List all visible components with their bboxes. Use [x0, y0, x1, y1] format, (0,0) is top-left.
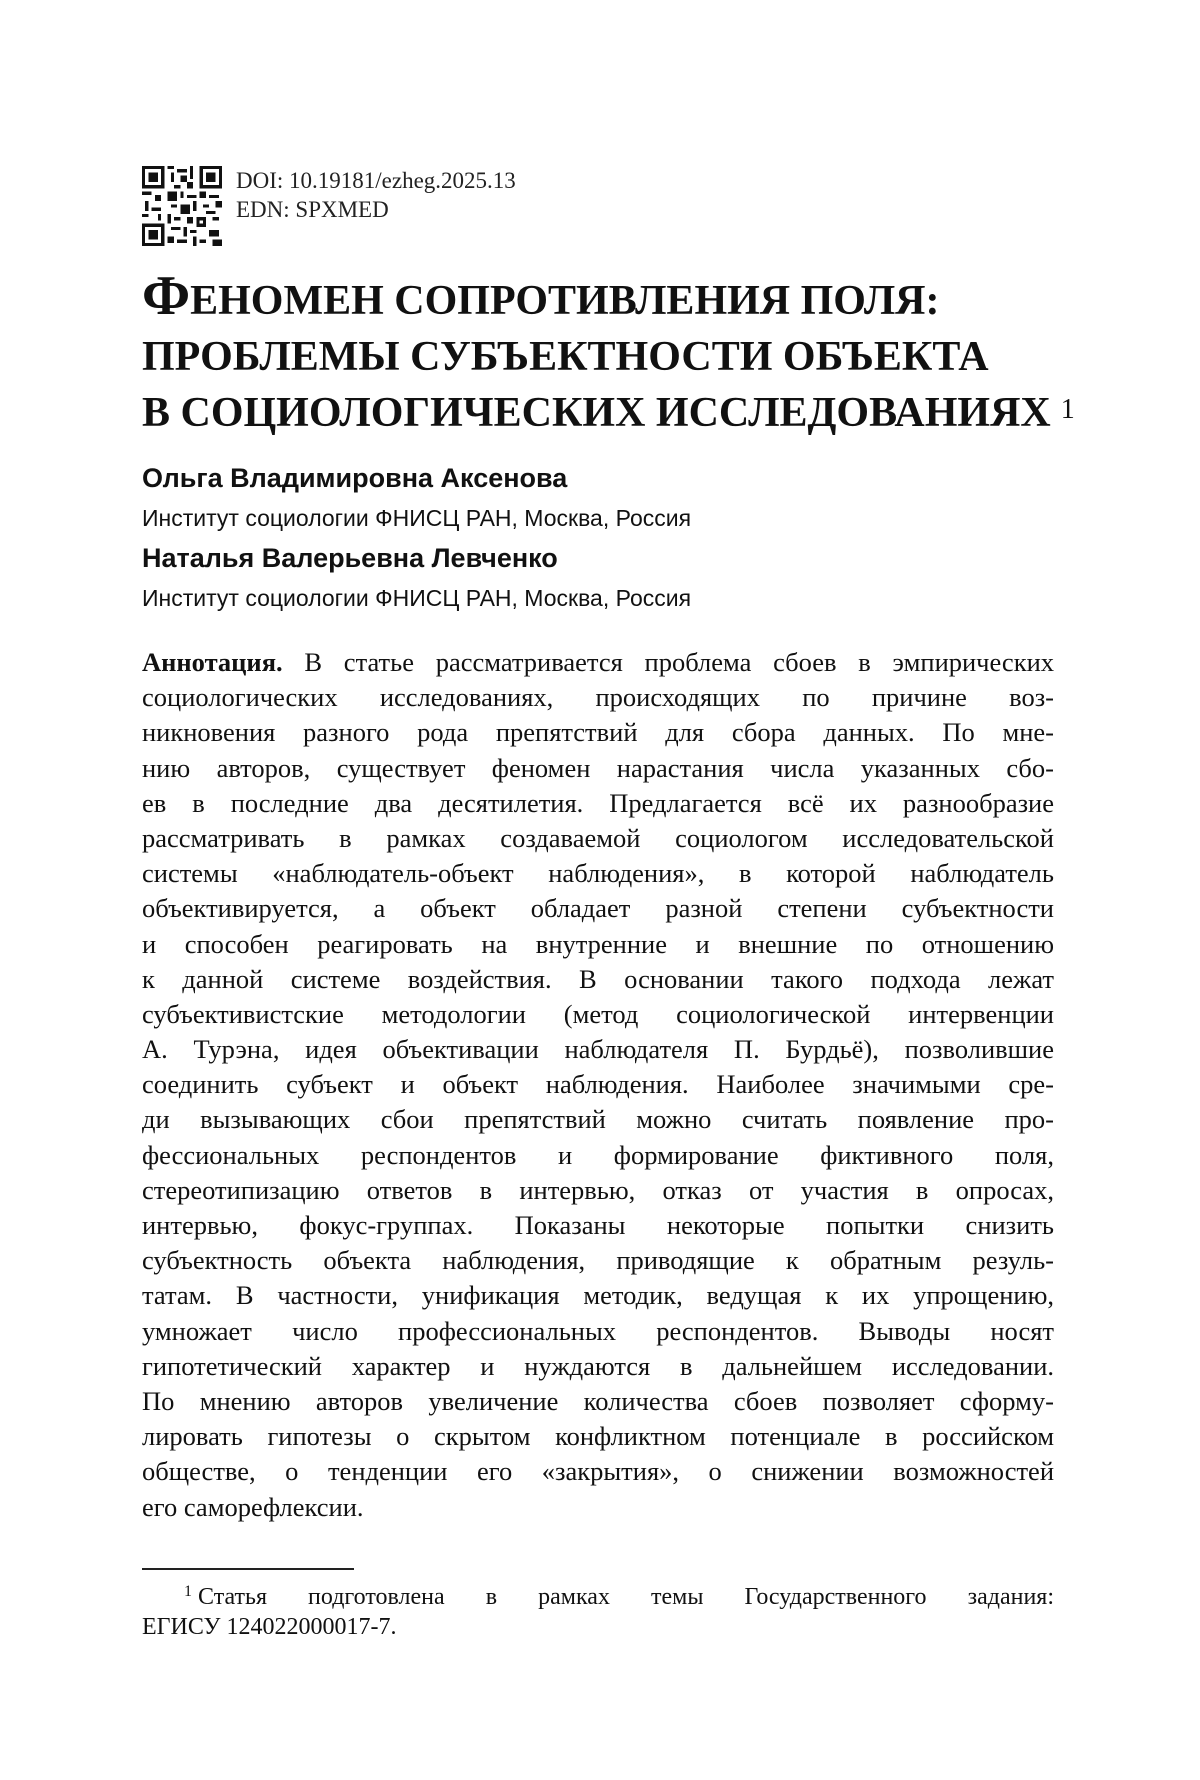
abstract-line: его саморефлексии. — [142, 1491, 364, 1522]
author-affiliation: Институт социологии ФНИСЦ РАН, Москва, Россия — [142, 505, 692, 531]
title-line-3-text: В СОЦИОЛОГИЧЕСКИХ ИССЛЕДОВАНИЯХ — [142, 390, 1051, 436]
article-title — [142, 265, 1082, 446]
footnote-line — [142, 1582, 1054, 1612]
abstract-line: никновения разного рода препятствий для сбора данных. По мне- — [142, 717, 1054, 748]
abstract-label: Аннотация. — [142, 647, 283, 677]
abstract-line: рассматривать в рамках создаваемой социологом исследовательской — [142, 822, 1054, 853]
abstract-line: фессиональных респондентов и формирование фиктивного поля, — [142, 1139, 1054, 1170]
abstract-line: к данной системе воздействия. В основании такого подхода лежат — [142, 963, 1054, 994]
abstract-line: стереотипизацию ответов в интервью, отказ от участия в опросах, — [142, 1174, 1054, 1205]
abstract-line: гипотетический характер и нуждаются в дальнейшем исследовании. — [142, 1350, 1054, 1381]
article-identifiers — [142, 166, 516, 246]
abstract-line: По мнению авторов увеличение количества сбоев позволяет сформу- — [142, 1385, 1054, 1416]
qr-code-icon — [142, 166, 222, 246]
abstract-line: субъектность объекта наблюдения, приводящие к обратным резуль- — [142, 1245, 1054, 1276]
author-name: Ольга Владимировна Аксенова — [142, 463, 568, 493]
abstract-line: объективируется, а объект обладает разной степени субъектности — [142, 893, 1054, 924]
abstract-line: А. Турэна, идея объективации наблюдателя П. Бурдьё), позволившие — [142, 1034, 1054, 1065]
abstract-line: и способен реагировать на внутренние и внешние по отношению — [142, 928, 1054, 959]
title-initial: Ф — [142, 265, 191, 327]
author-affiliation: Институт социологии ФНИСЦ РАН, Москва, Россия — [142, 585, 692, 611]
edn-text: EDN: SPXMED — [236, 197, 389, 222]
abstract-line: субъективистские методологии (метод социологической интервенции — [142, 998, 1054, 1029]
author-list — [142, 458, 1082, 618]
doi-text[interactable]: DOI: 10.19181/ezheg.2025.13 — [236, 168, 516, 193]
abstract-line: ди вызывающих сбои препятствий можно считать появление про- — [142, 1104, 1054, 1135]
abstract-line: системы «наблюдатель-объект наблюдения», в которой наблюдатель — [142, 858, 1054, 889]
abstract-line: обществе, о тенденции его «закрытия», о снижении возможностей — [142, 1456, 1054, 1487]
footnote-line-text: Статья подготовлена в рамках темы Государственного задания: — [198, 1584, 1054, 1610]
title-line-1 — [142, 265, 1082, 329]
identifier-text — [236, 166, 516, 224]
title-line-2: ПРОБЛЕМЫ СУБЪЕКТНОСТИ ОБЪЕКТА — [142, 334, 989, 380]
footnote — [142, 1582, 1054, 1642]
title-line-3 — [142, 385, 1082, 446]
abstract-line: лировать гипотезы о скрытом конфликтном потенциале в российском — [142, 1421, 1054, 1452]
abstract — [142, 645, 1054, 1525]
footnote-mark: 1 — [184, 1583, 192, 1600]
abstract-line: татам. В частности, унификация методик, ведущая к их упрощению, — [142, 1280, 1054, 1311]
title-line-1-rest: ЕНОМЕН СОПРОТИВЛЕНИЯ ПОЛЯ: — [190, 278, 940, 324]
footnote-divider — [142, 1568, 354, 1570]
abstract-line-text: В статье рассматривается проблема сбоев в эмпирических — [282, 647, 1054, 677]
abstract-line — [142, 645, 1054, 680]
title-footnote-mark[interactable]: 1 — [1060, 394, 1075, 425]
abstract-line: социологических исследованиях, происходящих по причине воз- — [142, 682, 1054, 713]
abstract-line: ев в последние два десятилетия. Предлагается всё их разнообразие — [142, 787, 1054, 818]
abstract-line: соединить субъект и объект наблюдения. Наиболее значимыми сре- — [142, 1069, 1054, 1100]
footnote-line: ЕГИСУ 124022000017-7. — [142, 1614, 397, 1640]
abstract-line: нию авторов, существует феномен нарастания числа указанных сбо- — [142, 752, 1054, 783]
abstract-line: умножает число профессиональных респондентов. Выводы носят — [142, 1315, 1054, 1346]
abstract-line: интервью, фокус-группах. Показаны некоторые попытки снизить — [142, 1210, 1054, 1240]
author-name: Наталья Валерьевна Левченко — [142, 543, 558, 573]
